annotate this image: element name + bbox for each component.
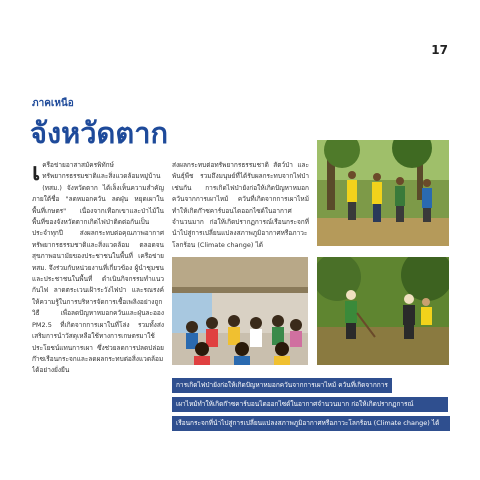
region-label: ภาคเหนือ bbox=[32, 98, 74, 109]
community-meeting-photo bbox=[172, 257, 308, 365]
article-text-2: ส่งผลกระทบต่อทรัพยากรธรรมชาติ สัตว์ป่า และพันธุ์พืช รวมถึงมนุษย์ที่ได้รับผลกระทบจากไฟป่าเช่นกัน การเกิดไฟป่ายังก่อให้เกิดปัญหาหมอกควันจากการเผาไหม้ ควันที่เกิดจากการเผาไหม้ทำให้เกิดก๊าซคาร์บอนไดออกไซด์ในอากาศจำนวนมาก ก่อให้เกิดปรากฏการณ์เรือนกระจกที่นำไปสู่การเปลี่ยนแปลงสภาพภูมิอากาศหรือภาวะโลกร้อน (Climate change) ได้ bbox=[172, 161, 309, 249]
forest-clearing-photo bbox=[317, 257, 449, 365]
page-title: จังหวัดตาก bbox=[30, 116, 169, 150]
drop-cap: เ bbox=[32, 160, 41, 186]
article-column-2 bbox=[172, 160, 309, 252]
photo-caption-line-1: การเกิดไฟป่ายังก่อให้เกิดปัญหาหมอกควันจากการเผาไหม้ ควันที่เกิดจากการ bbox=[172, 378, 392, 393]
page-number: 17 bbox=[431, 43, 448, 57]
article-text-1: ครือข่ายอาสาสมัครพิทักษ์ทรัพยากรธรรมชาติและสิ่งแวดล้อมหมู่บ้าน (ทสม.) จังหวัดตาก ได้เล็งเห็นความสำคัญภายใต้ชื่อ "ลดหมอกควัน ลดฝุ่น หยุดเผาในพื้นที่เกษตร" เนื่องจากเทือกเขาและป่าไม้ในพื้นที่ของจังหวัดตากเกิดไฟป่าติดต่อกันเป็นประจำทุกปี ส่งผลกระทบต่อคุณภาพอากาศ ทรัพยากรธรรมชาติและสิ่งแวดล้อม ตลอดจนสุขภาพอนามัยของประชาชนในพื้นที่ เครือข่าย ทสม. จึงร่วมกับหน่วยงานที่เกี่ยวข้อง ผู้นำชุมชน และประชาชนในพื้นที่ ดำเนินกิจกรรมทำแนวกันไฟ ลาดตระเวนเฝ้าระวังไฟป่า และรณรงค์ให้ความรู้ในการบริหารจัดการเชื้อเพลิงอย่างถูกวิธี เพื่อลดปัญหาหมอกควันและฝุ่นละออง PM2.5 ที่เกิดจากการเผาในที่โล่ง รวมทั้งส่งเสริมการนำวัสดุเหลือใช้ทางการเกษตรมาใช้ประโยชน์แทนการเผา ซึ่งช่วยลดการปลดปล่อยก๊าซเรือนกระจกและลดผลกระทบต่อสิ่งแวดล้อมได้อย่างยั่งยืน bbox=[32, 161, 164, 375]
firebreak-volunteers-photo bbox=[317, 140, 449, 246]
community-meeting-image bbox=[172, 257, 308, 365]
photo-caption-line-2: เผาไหม้ทำให้เกิดก๊าซคาร์บอนไดออกไซด์ในอากาศจำนวนมาก ก่อให้เกิดปรากฏการณ์ bbox=[172, 397, 448, 412]
forest-clearing-image bbox=[317, 257, 449, 365]
firebreak-volunteers-image bbox=[317, 140, 449, 246]
photo-caption-line-3: เรือนกระจกที่นำไปสู่การเปลี่ยนแปลงสภาพภูมิอากาศหรือภาวะโลกร้อน (Climate change) ได้ bbox=[172, 416, 450, 431]
article-column-1 bbox=[32, 160, 164, 458]
